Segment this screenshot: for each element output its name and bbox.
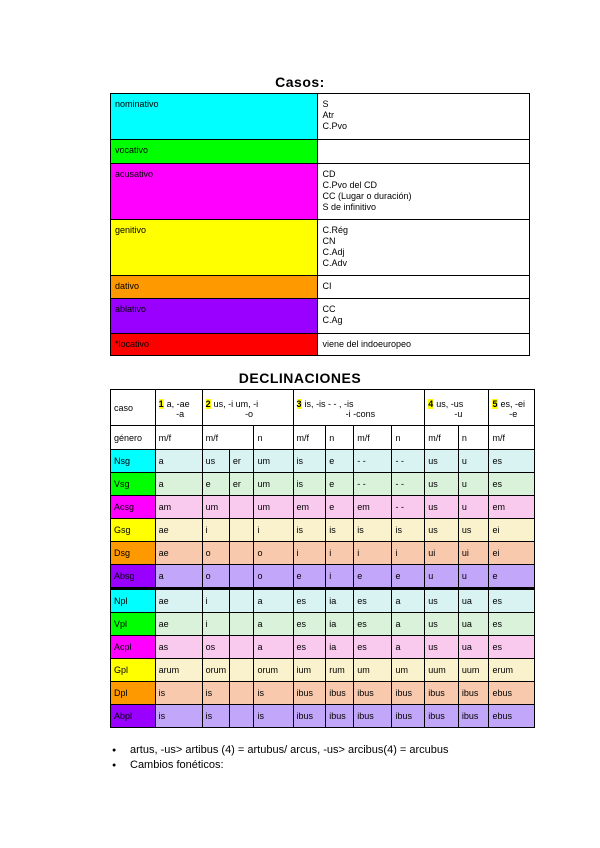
caso-function: C.Rég: [322, 225, 348, 235]
ending-cell: a: [392, 589, 425, 613]
ending-cell: i: [392, 542, 425, 565]
ending-cell: - -: [392, 496, 425, 519]
caso-row: [111, 94, 530, 140]
ending-cell: rum: [326, 659, 354, 682]
case-row: [111, 613, 535, 636]
declension-stem: -i -cons: [345, 408, 376, 419]
ending-cell: [229, 682, 254, 705]
casos-title: Casos:: [275, 74, 325, 90]
ending-cell: orum: [202, 659, 229, 682]
case-row: [111, 565, 535, 589]
ending-cell: ae: [155, 519, 202, 542]
caso-functions: [318, 276, 530, 299]
caso-function: C.Adj: [322, 247, 345, 257]
ending-cell: ebus: [489, 682, 535, 705]
ending-cell: ua: [458, 589, 489, 613]
ending-cell: a: [392, 613, 425, 636]
caso-name: genitivo: [111, 220, 318, 276]
case-label: Absg: [111, 565, 156, 589]
ending-cell: [229, 565, 254, 589]
declension-endings: is, -is - - , -is: [304, 398, 354, 409]
ending-cell: - -: [392, 473, 425, 496]
gender-cell: m/f: [293, 426, 326, 450]
declension-endings: us, -us: [436, 398, 464, 409]
ending-cell: i: [202, 519, 229, 542]
ending-cell: [229, 613, 254, 636]
declension-endings: a, -ae: [166, 398, 190, 409]
ending-cell: um: [254, 496, 293, 519]
ending-cell: es: [293, 636, 326, 659]
ending-cell: es: [354, 636, 392, 659]
case-row: [111, 705, 535, 728]
ending-cell: ibus: [326, 682, 354, 705]
ending-cell: um: [254, 473, 293, 496]
ending-cell: ia: [326, 613, 354, 636]
ending-cell: ibus: [425, 682, 459, 705]
case-label: Dpl: [111, 682, 156, 705]
note-item: ● Cambios fonéticos:: [110, 758, 449, 773]
ending-cell: is: [293, 473, 326, 496]
ending-cell: ibus: [293, 705, 326, 728]
declension-number: 3: [296, 398, 302, 409]
caso-row: [111, 164, 530, 220]
header-caso: caso: [111, 390, 156, 426]
ending-cell: es: [489, 473, 535, 496]
ending-cell: a: [155, 473, 202, 496]
caso-function: C.Ag: [322, 315, 343, 325]
case-label: Dsg: [111, 542, 156, 565]
case-row: [111, 519, 535, 542]
ending-cell: ei: [489, 542, 535, 565]
casos-table: [110, 93, 530, 356]
ending-cell: ui: [458, 542, 489, 565]
ending-cell: is: [392, 519, 425, 542]
ending-cell: i: [254, 519, 293, 542]
declension-header: [489, 390, 535, 426]
ending-cell: us: [202, 450, 229, 473]
ending-cell: er: [229, 473, 254, 496]
ending-cell: - -: [354, 450, 392, 473]
ending-cell: es: [489, 636, 535, 659]
ending-cell: um: [354, 659, 392, 682]
declension-number: 4: [428, 398, 434, 409]
ending-cell: ium: [293, 659, 326, 682]
ending-cell: us: [425, 473, 459, 496]
gender-cell: m/f: [155, 426, 202, 450]
caso-functions: [318, 94, 530, 140]
ending-cell: em: [293, 496, 326, 519]
ending-cell: ebus: [489, 705, 535, 728]
caso-function: CC: [322, 304, 336, 314]
ending-cell: um: [392, 659, 425, 682]
ending-cell: o: [254, 542, 293, 565]
declension-endings: us, -i um, -i: [213, 398, 259, 409]
caso-function: S de infinitivo: [322, 202, 376, 212]
ending-cell: as: [155, 636, 202, 659]
declension-header: [293, 390, 425, 426]
ending-cell: ibus: [326, 705, 354, 728]
caso-function: C.Pvo: [322, 121, 347, 131]
case-label: Acsg: [111, 496, 156, 519]
ending-cell: is: [293, 450, 326, 473]
ending-cell: i: [326, 542, 354, 565]
case-label: Abpl: [111, 705, 156, 728]
caso-name: vocativo: [111, 140, 318, 164]
ending-cell: ei: [489, 519, 535, 542]
ending-cell: ibus: [392, 682, 425, 705]
gender-cell: m/f: [489, 426, 535, 450]
ending-cell: i: [293, 542, 326, 565]
ending-cell: i: [354, 542, 392, 565]
ending-cell: us: [425, 636, 459, 659]
ending-cell: ibus: [354, 705, 392, 728]
ending-cell: ibus: [425, 705, 459, 728]
ending-cell: am: [155, 496, 202, 519]
ending-cell: e: [326, 496, 354, 519]
case-row: [111, 659, 535, 682]
ending-cell: e: [202, 473, 229, 496]
ending-cell: arum: [155, 659, 202, 682]
ending-cell: us: [425, 450, 459, 473]
ending-cell: ibus: [458, 682, 489, 705]
ending-cell: is: [254, 682, 293, 705]
gender-cell: n: [458, 426, 489, 450]
case-label: Nsg: [111, 450, 156, 473]
ending-cell: es: [489, 589, 535, 613]
ending-cell: us: [458, 519, 489, 542]
ending-cell: em: [354, 496, 392, 519]
ending-cell: us: [425, 613, 459, 636]
notes-list: [110, 743, 449, 773]
declension-endings: es, -ei: [500, 398, 526, 409]
caso-function: CI: [322, 281, 332, 291]
ending-cell: [229, 519, 254, 542]
ending-cell: is: [155, 705, 202, 728]
ending-cell: ae: [155, 589, 202, 613]
note-item: ● artus, -us> artibus (4) = artubus/ arcus, -us> arcibus(4) = arcubus: [110, 743, 449, 758]
ending-cell: em: [489, 496, 535, 519]
case-row: [111, 473, 535, 496]
gender-cell: m/f: [425, 426, 459, 450]
ending-cell: [229, 705, 254, 728]
ending-cell: a: [254, 589, 293, 613]
ending-cell: is: [155, 682, 202, 705]
caso-function: viene del indoeuropeo: [322, 339, 412, 349]
ending-cell: a: [155, 565, 202, 589]
ending-cell: [229, 542, 254, 565]
caso-function: C.Pvo del CD: [322, 180, 377, 190]
ending-cell: uum: [458, 659, 489, 682]
caso-functions: [318, 140, 530, 164]
ending-cell: es: [489, 613, 535, 636]
ending-cell: u: [458, 473, 489, 496]
ending-cell: - -: [392, 450, 425, 473]
ending-cell: ibus: [458, 705, 489, 728]
ending-cell: e: [354, 565, 392, 589]
case-label: Vpl: [111, 613, 156, 636]
ending-cell: er: [229, 450, 254, 473]
ending-cell: e: [293, 565, 326, 589]
gender-cell: n: [392, 426, 425, 450]
ending-cell: ae: [155, 613, 202, 636]
declinaciones-table: [110, 389, 535, 728]
caso-name: dativo: [111, 276, 318, 299]
ending-cell: o: [254, 565, 293, 589]
caso-function: CC (Lugar o duración): [322, 191, 412, 201]
declension-stem: -o: [245, 408, 254, 419]
case-row: [111, 589, 535, 613]
ending-cell: u: [458, 565, 489, 589]
ending-cell: e: [489, 565, 535, 589]
caso-functions: [318, 299, 530, 334]
case-label: Gsg: [111, 519, 156, 542]
case-row: [111, 682, 535, 705]
ending-cell: ibus: [293, 682, 326, 705]
ending-cell: i: [326, 565, 354, 589]
case-row: [111, 496, 535, 519]
case-label: Acpl: [111, 636, 156, 659]
ending-cell: es: [354, 613, 392, 636]
caso-function: CN: [322, 236, 336, 246]
gender-cell: m/f: [354, 426, 392, 450]
ending-cell: u: [458, 496, 489, 519]
ending-cell: ibus: [354, 682, 392, 705]
declension-stem: -a: [176, 408, 185, 419]
declension-stem: -e: [509, 408, 518, 419]
ending-cell: es: [293, 613, 326, 636]
caso-row: [111, 299, 530, 334]
gender-label: género: [111, 426, 156, 450]
ending-cell: i: [202, 613, 229, 636]
caso-name: *locativo: [111, 334, 318, 356]
ending-cell: es: [354, 589, 392, 613]
ending-cell: u: [425, 565, 459, 589]
ending-cell: ua: [458, 636, 489, 659]
ending-cell: [229, 659, 254, 682]
ending-cell: [229, 636, 254, 659]
ending-cell: ui: [425, 542, 459, 565]
ending-cell: a: [392, 636, 425, 659]
case-row: [111, 450, 535, 473]
ending-cell: is: [326, 519, 354, 542]
ending-cell: [229, 589, 254, 613]
ending-cell: o: [202, 542, 229, 565]
ending-cell: is: [202, 682, 229, 705]
gender-cell: n: [326, 426, 354, 450]
declension-header: [425, 390, 489, 426]
ending-cell: e: [326, 473, 354, 496]
declension-number: 5: [492, 398, 498, 409]
caso-function: Atr: [322, 110, 334, 120]
ending-cell: es: [489, 450, 535, 473]
ending-cell: u: [458, 450, 489, 473]
caso-row: [111, 220, 530, 276]
caso-row: [111, 276, 530, 299]
ending-cell: ia: [326, 636, 354, 659]
gender-cell: n: [254, 426, 293, 450]
case-row: [111, 542, 535, 565]
ending-cell: [229, 496, 254, 519]
ending-cell: ibus: [392, 705, 425, 728]
case-row: [111, 636, 535, 659]
ending-cell: is: [254, 705, 293, 728]
ending-cell: um: [254, 450, 293, 473]
caso-function: CD: [322, 169, 336, 179]
declension-stem: -u: [454, 408, 463, 419]
declinaciones-title: DECLINACIONES: [238, 370, 362, 386]
caso-name: nominativo: [111, 94, 318, 140]
declension-header: [155, 390, 202, 426]
ending-cell: os: [202, 636, 229, 659]
ending-cell: o: [202, 565, 229, 589]
ending-cell: um: [202, 496, 229, 519]
caso-row: [111, 334, 530, 356]
header-row: [111, 390, 535, 426]
caso-functions: [318, 164, 530, 220]
ending-cell: a: [155, 450, 202, 473]
ending-cell: e: [392, 565, 425, 589]
ending-cell: us: [425, 519, 459, 542]
ending-cell: is: [202, 705, 229, 728]
ending-cell: i: [202, 589, 229, 613]
declension-number: 1: [158, 398, 164, 409]
gender-row: [111, 426, 535, 450]
case-label: Vsg: [111, 473, 156, 496]
ending-cell: a: [254, 636, 293, 659]
caso-name: ablativo: [111, 299, 318, 334]
ending-cell: uum: [425, 659, 459, 682]
ending-cell: es: [293, 589, 326, 613]
ending-cell: is: [354, 519, 392, 542]
case-label: Gpl: [111, 659, 156, 682]
ending-cell: us: [425, 589, 459, 613]
caso-function: S: [322, 99, 329, 109]
ending-cell: erum: [489, 659, 535, 682]
caso-functions: [318, 334, 530, 356]
ending-cell: is: [293, 519, 326, 542]
caso-functions: [318, 220, 530, 276]
ending-cell: us: [425, 496, 459, 519]
ending-cell: e: [326, 450, 354, 473]
declension-number: 2: [205, 398, 211, 409]
ending-cell: ae: [155, 542, 202, 565]
ending-cell: - -: [354, 473, 392, 496]
case-label: Npl: [111, 589, 156, 613]
declension-header: [202, 390, 293, 426]
caso-function: C.Adv: [322, 258, 347, 268]
caso-name: acusativo: [111, 164, 318, 220]
ending-cell: ua: [458, 613, 489, 636]
gender-cell: m/f: [202, 426, 254, 450]
caso-row: [111, 140, 530, 164]
ending-cell: a: [254, 613, 293, 636]
ending-cell: ia: [326, 589, 354, 613]
ending-cell: orum: [254, 659, 293, 682]
